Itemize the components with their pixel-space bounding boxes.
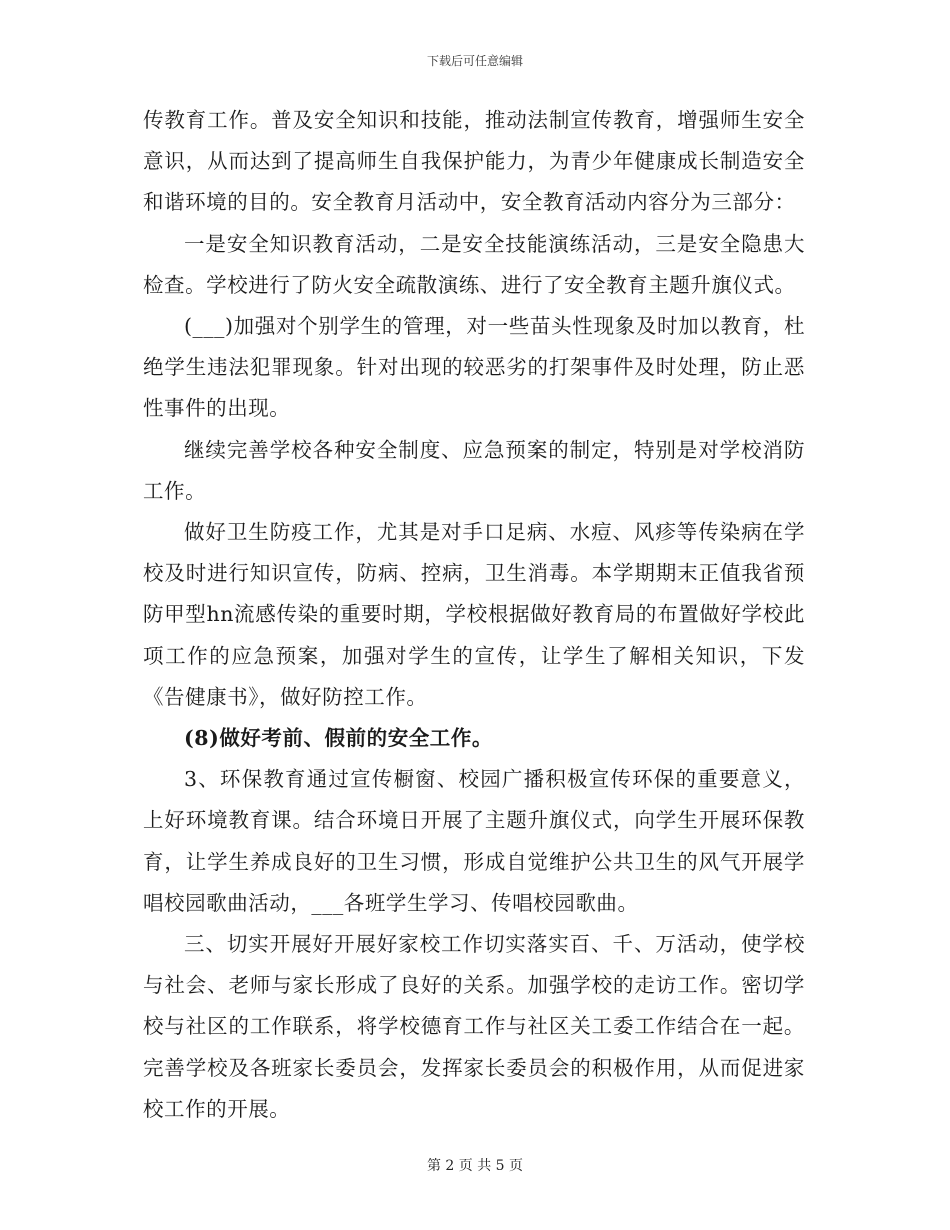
page-header: 下载后可任意编辑 [426, 54, 523, 68]
paragraph-environmental-education: 3、环保教育通过宣传橱窗、校园广播积极宣传环保的重要意义，上好环境教育课。结合环境日开展了主题升旗仪式，向学生开展环保教育，让学生养成良好的卫生习惯，形成自觉维护公共卫生的风气开展学唱校园歌曲活动，___各班学生学习、传唱校园歌曲。 [143, 767, 805, 915]
document-body [143, 100, 805, 1130]
paragraph-three-parts: 一是安全知识教育活动，二是安全技能演练活动，三是安全隐患大检查。学校进行了防火安全疏散演练、进行了安全教育主题升旗仪式。 [143, 231, 805, 297]
paragraph-safety-system: 继续完善学校各种安全制度、应急预案的制定，特别是对学校消防工作。 [143, 437, 805, 503]
paragraph-student-management: (___)加强对个别学生的管理，对一些苗头性现象及时加以教育，杜绝学生违法犯罪现象。针对出现的较恶劣的打架事件及时处理，防止恶性事件的出现。 [143, 314, 805, 421]
paragraph-heading-exam-safety: (8)做好考前、假前的安全工作。 [184, 726, 493, 751]
paragraph-home-school-work: 三、切实开展好开展好家校工作切实落实百、千、万活动，使学校与社会、老师与家长形成了良好的关系。加强学校的走访工作。密切学校与社区的工作联系，将学校德育工作与社区关工委工作结合在一起。完善学校及各班家长委员会，发挥家长委员会的积极作用，从而促进家校工作的开展。 [143, 932, 805, 1121]
paragraph-safety-education-intro: 传教育工作。普及安全知识和技能，推动法制宣传教育，增强师生安全意识，从而达到了提高师生自我保护能力，为青少年健康成长制造安全和谐环境的目的。安全教育月活动中，安全教育活动内容分为三部分： [143, 108, 805, 215]
page-number-footer: 第 2 页 共 5 页 [426, 1158, 524, 1174]
paragraph-epidemic-prevention: 做好卫生防疫工作，尤其是对手口足病、水痘、风疹等传染病在学校及时进行知识宣传，防病、控病，卫生消毒。本学期期末正值我省预防甲型hn流感传染的重要时期，学校根据做好教育局的布置做好学校此项工作的应急预案，加强对学生的宣传，让学生了解相关知识，下发《告健康书》，做好防控工作。 [143, 520, 805, 709]
